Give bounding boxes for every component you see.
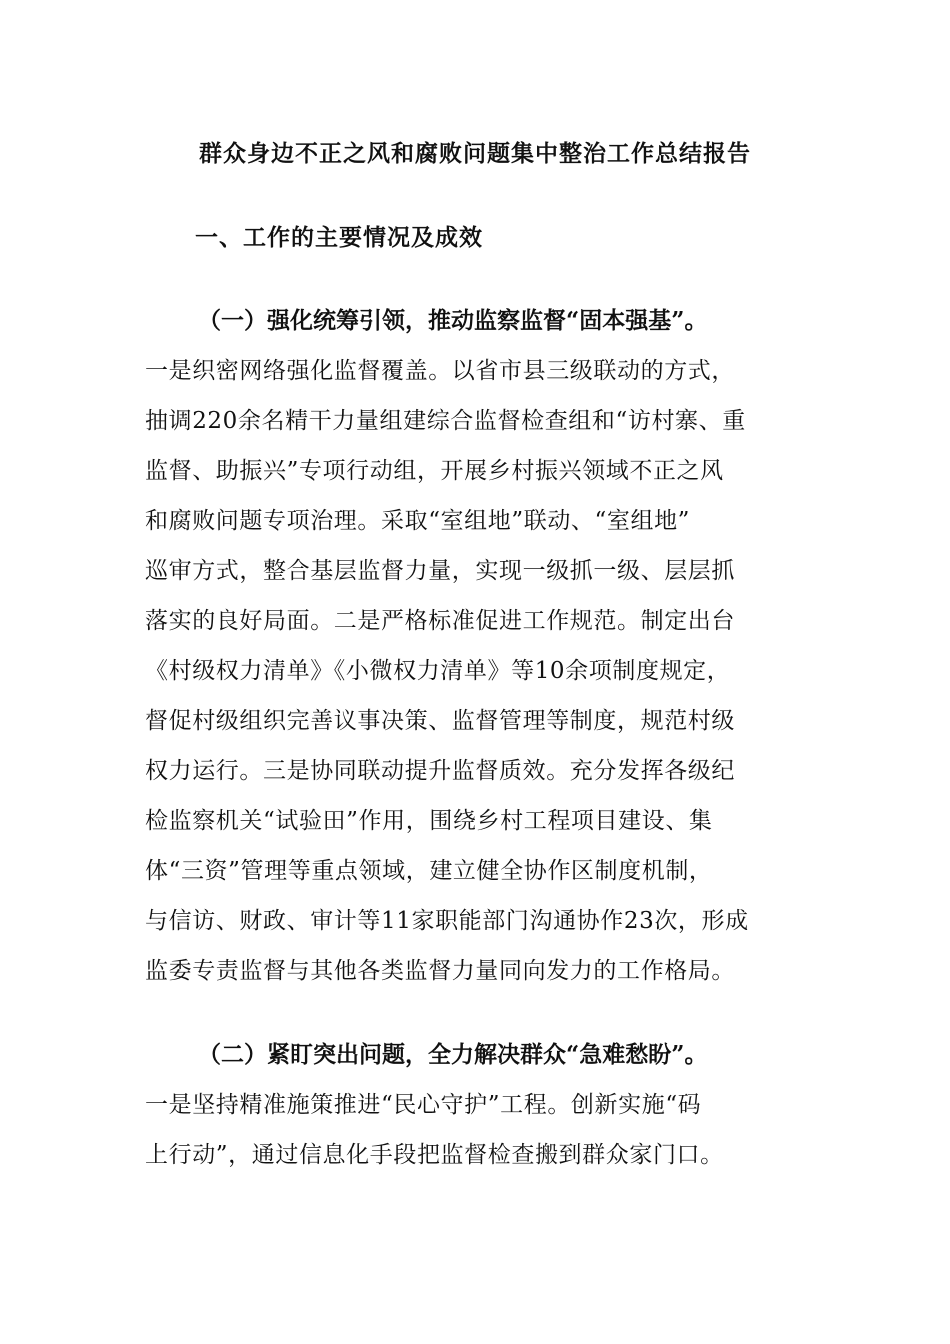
paragraph-line: 巡审方式，整合基层监督力量，实现一级抓一级、层层抓 [145, 558, 735, 584]
part-two-heading: （二）紧盯突出问题，全力解决群众“急难愁盼”。 [198, 1041, 708, 1068]
paragraph-line: 权力运行。三是协同联动提升监督质效。充分发挥各级纪 [145, 758, 735, 784]
document-title: 群众身边不正之风和腐败问题集中整治工作总结报告 [199, 140, 751, 167]
paragraph-line: 督促村级组织完善议事决策、监督管理等制度，规范村级 [145, 708, 735, 734]
paragraph-line: 体“三资”管理等重点领域，建立健全协作区制度机制， [145, 858, 713, 884]
part-one-heading: （一）强化统筹引领，推动监察监督“固本强基”。 [198, 307, 708, 334]
paragraph-line: 上行动”，通过信息化手段把监督检查搬到群众家门口。 [145, 1142, 724, 1168]
section-heading: 一、工作的主要情况及成效 [195, 224, 483, 251]
paragraph-line: 监督、助振兴”专项行动组，开展乡村振兴领域不正之风 [145, 458, 724, 484]
paragraph-line: 落实的良好局面。二是严格标准促进工作规范。制定出台 [145, 608, 735, 634]
paragraph-line: 抽调220余名精干力量组建综合监督检查组和“访村寨、重 [145, 408, 746, 434]
paragraph-line: 监委专责监督与其他各类监督力量同向发力的工作格局。 [145, 958, 735, 984]
paragraph-line: 《村级权力清单》《小微权力清单》等10余项制度规定， [145, 658, 731, 684]
part-one [145, 296, 810, 996]
part-two [145, 1030, 810, 1180]
paragraph-line: 一是坚持精准施策推进“民心守护”工程。创新实施“码 [145, 1092, 702, 1118]
paragraph-line: 与信访、财政、审计等11家职能部门沟通协作23次，形成 [145, 908, 749, 934]
paragraph-line: 和腐败问题专项治理。采取“室组地”联动、“室组地” [145, 508, 691, 534]
paragraph-line: 一是织密网络强化监督覆盖。以省市县三级联动的方式， [145, 358, 735, 384]
paragraph-line: 检监察机关“试验田”作用，围绕乡村工程项目建设、集 [145, 808, 713, 834]
